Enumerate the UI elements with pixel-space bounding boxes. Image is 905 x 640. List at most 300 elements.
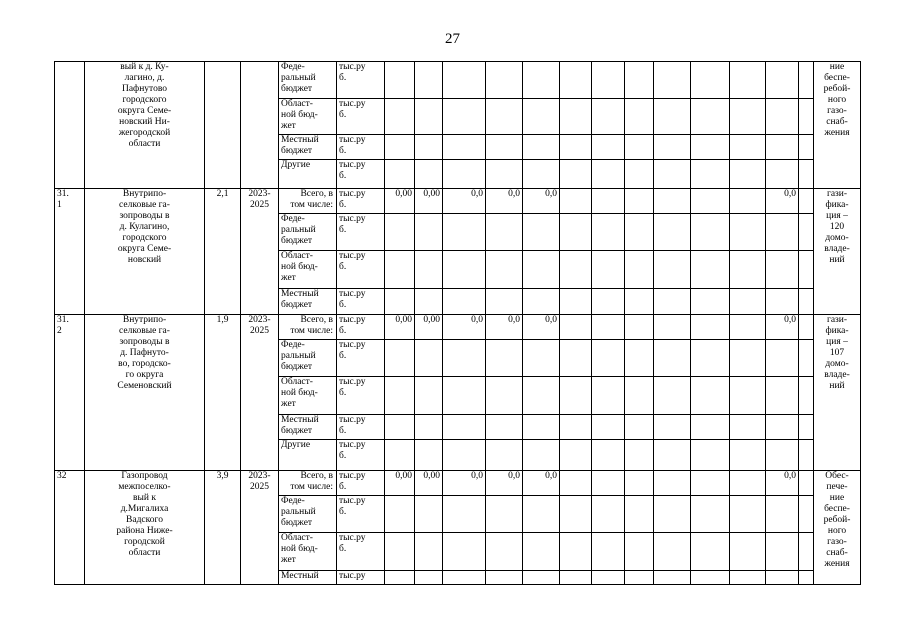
value-cell — [415, 99, 443, 135]
length-cell — [205, 189, 241, 315]
value-cell — [486, 289, 523, 315]
value-cell — [592, 471, 625, 496]
value-cell — [385, 289, 415, 315]
value-cell — [654, 189, 691, 214]
value-cell — [799, 160, 814, 189]
unit-cell-text: тыс.ру б. — [339, 440, 366, 461]
unit-cell — [337, 99, 385, 135]
value-cell-text: 0,00 — [395, 315, 412, 325]
value-cell — [385, 214, 415, 251]
length-cell — [205, 62, 241, 189]
period-cell — [241, 189, 279, 315]
unit-cell — [337, 62, 385, 99]
value-cell — [625, 251, 654, 289]
funding-source-cell — [279, 135, 337, 160]
value-cell — [560, 135, 592, 160]
value-cell — [523, 62, 560, 99]
value-cell — [799, 315, 814, 340]
value-cell — [592, 315, 625, 340]
result-cell — [814, 62, 861, 189]
value-cell-text: 0,0 — [471, 315, 483, 325]
value-cell — [799, 289, 814, 315]
unit-cell-text: тыс.ру б. — [339, 340, 366, 361]
value-cell — [730, 214, 766, 251]
value-cell — [625, 377, 654, 415]
value-cell — [523, 214, 560, 251]
value-cell-text: 0,0 — [784, 471, 796, 481]
value-cell — [443, 340, 486, 377]
value-cell-text: 0,0 — [784, 315, 796, 325]
value-cell — [799, 571, 814, 585]
unit-cell — [337, 189, 385, 214]
value-cell — [486, 315, 523, 340]
length-cell — [205, 471, 241, 585]
value-cell — [654, 415, 691, 440]
item-number-cell — [55, 189, 85, 315]
unit-cell-text: тыс.ру б. — [339, 289, 366, 310]
value-cell — [799, 135, 814, 160]
value-cell — [560, 160, 592, 189]
value-cell — [523, 189, 560, 214]
funding-source-cell — [279, 496, 337, 533]
value-cell — [443, 496, 486, 533]
value-cell — [654, 99, 691, 135]
period-cell — [241, 471, 279, 585]
unit-cell — [337, 571, 385, 585]
value-cell — [415, 340, 443, 377]
value-cell — [766, 99, 799, 135]
value-cell — [691, 415, 730, 440]
value-cell — [443, 315, 486, 340]
value-cell — [766, 340, 799, 377]
value-cell — [625, 214, 654, 251]
unit-cell-text: тыс.ру б. — [339, 99, 366, 120]
value-cell — [799, 440, 814, 471]
value-cell — [523, 135, 560, 160]
value-cell-text: 0,00 — [395, 471, 412, 481]
value-cell — [730, 99, 766, 135]
funding-source-cell-text: Местный бюджет — [281, 289, 319, 310]
value-cell — [592, 251, 625, 289]
value-cell — [592, 189, 625, 214]
value-cell — [730, 315, 766, 340]
value-cell — [560, 289, 592, 315]
value-cell — [625, 99, 654, 135]
item-number-cell — [55, 62, 85, 189]
value-cell — [523, 377, 560, 415]
table-row — [55, 189, 861, 214]
value-cell — [415, 135, 443, 160]
value-cell — [799, 471, 814, 496]
value-cell — [799, 533, 814, 571]
value-cell — [385, 440, 415, 471]
value-cell — [766, 315, 799, 340]
value-cell — [486, 533, 523, 571]
value-cell — [799, 340, 814, 377]
value-cell — [730, 289, 766, 315]
funding-source-cell-text: Феде- ральный бюджет — [281, 214, 316, 246]
value-cell — [415, 214, 443, 251]
value-cell — [592, 440, 625, 471]
budget-table — [54, 61, 861, 585]
unit-cell-text: тыс.ру б. — [339, 415, 366, 436]
period-cell-text: 2023- 2025 — [248, 471, 271, 492]
funding-source-cell — [279, 251, 337, 289]
value-cell-text: 0,0 — [508, 471, 520, 481]
value-cell — [486, 189, 523, 214]
funding-source-cell-text: Всего, в том числе: — [290, 471, 333, 492]
value-cell — [799, 189, 814, 214]
unit-cell-text: тыс.ру б. — [339, 377, 366, 398]
funding-source-cell-text: Другие — [281, 160, 311, 170]
value-cell — [730, 471, 766, 496]
value-cell — [385, 189, 415, 214]
funding-source-cell — [279, 471, 337, 496]
value-cell — [730, 189, 766, 214]
value-cell — [654, 571, 691, 585]
value-cell — [691, 377, 730, 415]
unit-cell — [337, 135, 385, 160]
unit-cell — [337, 496, 385, 533]
value-cell — [385, 571, 415, 585]
value-cell — [415, 251, 443, 289]
funding-source-cell — [279, 533, 337, 571]
funding-source-cell-text: Феде- ральный бюджет — [281, 496, 316, 528]
value-cell — [385, 340, 415, 377]
value-cell — [560, 189, 592, 214]
value-cell — [486, 440, 523, 471]
funding-source-cell — [279, 189, 337, 214]
value-cell — [415, 496, 443, 533]
value-cell — [560, 471, 592, 496]
value-cell-text: 0,0 — [508, 315, 520, 325]
value-cell — [766, 135, 799, 160]
value-cell — [691, 315, 730, 340]
value-cell — [592, 571, 625, 585]
length-cell-text: 1,9 — [216, 315, 229, 325]
value-cell — [625, 289, 654, 315]
value-cell — [691, 135, 730, 160]
unit-cell — [337, 533, 385, 571]
value-cell — [443, 135, 486, 160]
value-cell — [625, 189, 654, 214]
value-cell — [625, 62, 654, 99]
value-cell — [415, 440, 443, 471]
period-cell — [241, 315, 279, 471]
value-cell-text: 0,00 — [423, 315, 440, 325]
value-cell — [443, 160, 486, 189]
page-number: 27 — [445, 31, 460, 47]
result-cell-text: гази- фика- ция – 120 домо- владе- ний — [824, 189, 850, 265]
unit-cell — [337, 289, 385, 315]
value-cell-text: 0,0 — [784, 189, 796, 199]
funding-source-cell — [279, 99, 337, 135]
funding-source-cell-text: Местный — [281, 571, 319, 581]
value-cell — [691, 440, 730, 471]
item-name-cell — [85, 189, 205, 315]
value-cell — [523, 315, 560, 340]
item-number-cell — [55, 315, 85, 471]
value-cell — [560, 533, 592, 571]
unit-cell-text: тыс.ру б. — [339, 160, 366, 181]
value-cell — [415, 289, 443, 315]
value-cell — [766, 440, 799, 471]
funding-source-cell — [279, 160, 337, 189]
value-cell — [486, 135, 523, 160]
unit-cell-text: тыс.ру — [339, 571, 366, 581]
unit-cell — [337, 251, 385, 289]
value-cell — [385, 315, 415, 340]
value-cell-text: 0,0 — [471, 189, 483, 199]
value-cell — [385, 251, 415, 289]
value-cell — [486, 160, 523, 189]
value-cell — [691, 533, 730, 571]
value-cell — [523, 471, 560, 496]
value-cell — [691, 251, 730, 289]
value-cell — [385, 496, 415, 533]
value-cell — [415, 160, 443, 189]
value-cell — [799, 496, 814, 533]
value-cell — [654, 377, 691, 415]
funding-source-cell-text: Област- ной бюд- жет — [281, 99, 318, 131]
value-cell-text: 0,0 — [545, 471, 557, 481]
value-cell — [691, 99, 730, 135]
value-cell — [385, 62, 415, 99]
value-cell — [443, 415, 486, 440]
value-cell — [560, 440, 592, 471]
value-cell — [625, 135, 654, 160]
unit-cell — [337, 377, 385, 415]
value-cell — [560, 496, 592, 533]
item-number-cell-text: 31. 1 — [57, 189, 69, 210]
value-cell — [766, 533, 799, 571]
value-cell — [691, 62, 730, 99]
value-cell-text: 0,00 — [395, 189, 412, 199]
value-cell — [443, 471, 486, 496]
unit-cell-text: тыс.ру б. — [339, 533, 366, 554]
value-cell — [766, 496, 799, 533]
value-cell — [654, 62, 691, 99]
result-cell-text: гази- фика- ция – 107 домо- владе- ний — [824, 315, 850, 391]
value-cell — [385, 533, 415, 571]
value-cell — [415, 315, 443, 340]
value-cell — [385, 160, 415, 189]
value-cell — [523, 571, 560, 585]
value-cell — [443, 440, 486, 471]
value-cell — [766, 160, 799, 189]
funding-source-cell-text: Феде- ральный бюджет — [281, 62, 316, 94]
unit-cell — [337, 415, 385, 440]
value-cell — [730, 340, 766, 377]
item-number-cell — [55, 471, 85, 585]
value-cell — [654, 440, 691, 471]
value-cell — [592, 135, 625, 160]
value-cell — [443, 62, 486, 99]
value-cell — [766, 251, 799, 289]
value-cell-text: 0,00 — [423, 189, 440, 199]
value-cell — [415, 377, 443, 415]
value-cell — [691, 214, 730, 251]
value-cell — [730, 415, 766, 440]
value-cell — [592, 496, 625, 533]
value-cell — [486, 415, 523, 440]
value-cell — [654, 533, 691, 571]
unit-cell — [337, 471, 385, 496]
value-cell — [385, 99, 415, 135]
value-cell — [654, 289, 691, 315]
value-cell — [415, 533, 443, 571]
value-cell — [592, 99, 625, 135]
item-name-cell — [85, 62, 205, 189]
value-cell — [766, 189, 799, 214]
value-cell — [443, 377, 486, 415]
value-cell — [592, 533, 625, 571]
value-cell — [625, 471, 654, 496]
value-cell — [443, 571, 486, 585]
value-cell — [654, 471, 691, 496]
value-cell — [730, 160, 766, 189]
value-cell — [385, 135, 415, 160]
value-cell — [730, 440, 766, 471]
value-cell — [443, 533, 486, 571]
item-name-cell-text: Внутрипо- селковые га- зопроводы в д. Пафнуто- во, городско- го округа Семеновский — [117, 315, 172, 391]
result-cell-text: Обес- пече- ние беспе- ребой- ного газо- снаб- жения — [823, 471, 851, 569]
table-row — [55, 315, 861, 340]
value-cell — [691, 189, 730, 214]
value-cell — [730, 377, 766, 415]
period-cell-text: 2023- 2025 — [248, 189, 271, 210]
value-cell — [523, 340, 560, 377]
value-cell — [486, 496, 523, 533]
value-cell — [560, 340, 592, 377]
value-cell — [766, 289, 799, 315]
value-cell-text: 0,00 — [423, 471, 440, 481]
funding-source-cell — [279, 415, 337, 440]
value-cell — [486, 571, 523, 585]
value-cell — [560, 377, 592, 415]
value-cell — [523, 160, 560, 189]
value-cell — [766, 62, 799, 99]
value-cell — [766, 214, 799, 251]
unit-cell — [337, 315, 385, 340]
unit-cell-text: тыс.ру б. — [339, 251, 366, 272]
unit-cell-text: тыс.ру б. — [339, 471, 366, 492]
value-cell — [523, 496, 560, 533]
unit-cell-text: тыс.ру б. — [339, 62, 366, 83]
value-cell — [625, 496, 654, 533]
value-cell — [523, 440, 560, 471]
result-cell — [814, 189, 861, 315]
unit-cell-text: тыс.ру б. — [339, 214, 366, 235]
value-cell — [592, 289, 625, 315]
table-row — [55, 471, 861, 496]
item-name-cell — [85, 315, 205, 471]
funding-source-cell-text: Всего, в том числе: — [290, 315, 333, 336]
funding-source-cell — [279, 315, 337, 340]
value-cell — [654, 315, 691, 340]
value-cell — [625, 315, 654, 340]
result-cell-text: ние беспе- ребой- ного газо- снаб- жения — [823, 62, 851, 138]
item-number-cell-text: 31. 2 — [57, 315, 69, 336]
value-cell — [443, 289, 486, 315]
value-cell — [625, 415, 654, 440]
funding-source-cell-text: Област- ной бюд- жет — [281, 251, 318, 283]
value-cell — [592, 214, 625, 251]
value-cell — [486, 251, 523, 289]
value-cell — [560, 571, 592, 585]
item-name-cell — [85, 471, 205, 585]
value-cell — [730, 135, 766, 160]
unit-cell-text: тыс.ру б. — [339, 135, 366, 156]
value-cell — [625, 160, 654, 189]
funding-source-cell — [279, 340, 337, 377]
value-cell — [625, 340, 654, 377]
value-cell — [415, 189, 443, 214]
value-cell — [560, 99, 592, 135]
value-cell — [560, 214, 592, 251]
value-cell — [730, 251, 766, 289]
value-cell — [691, 160, 730, 189]
value-cell — [691, 289, 730, 315]
funding-source-cell — [279, 62, 337, 99]
value-cell — [625, 533, 654, 571]
value-cell — [560, 251, 592, 289]
value-cell — [560, 62, 592, 99]
value-cell — [592, 340, 625, 377]
value-cell — [523, 99, 560, 135]
value-cell — [691, 340, 730, 377]
value-cell — [654, 214, 691, 251]
value-cell — [730, 496, 766, 533]
value-cell — [799, 251, 814, 289]
result-cell — [814, 471, 861, 585]
value-cell — [385, 415, 415, 440]
unit-cell — [337, 440, 385, 471]
value-cell — [625, 440, 654, 471]
funding-source-cell — [279, 377, 337, 415]
value-cell — [766, 377, 799, 415]
unit-cell — [337, 340, 385, 377]
value-cell — [654, 135, 691, 160]
value-cell — [592, 160, 625, 189]
value-cell — [443, 99, 486, 135]
item-number-cell-text: 32 — [57, 471, 67, 481]
value-cell — [443, 214, 486, 251]
value-cell — [523, 533, 560, 571]
funding-source-cell-text: Област- ной бюд- жет — [281, 533, 318, 565]
value-cell — [654, 160, 691, 189]
value-cell — [730, 62, 766, 99]
value-cell — [385, 471, 415, 496]
value-cell — [486, 340, 523, 377]
value-cell — [486, 377, 523, 415]
funding-source-cell-text: Област- ной бюд- жет — [281, 377, 318, 409]
value-cell — [799, 415, 814, 440]
funding-source-cell — [279, 289, 337, 315]
value-cell — [415, 62, 443, 99]
value-cell — [766, 471, 799, 496]
value-cell — [560, 315, 592, 340]
unit-cell — [337, 214, 385, 251]
value-cell — [730, 571, 766, 585]
value-cell — [486, 214, 523, 251]
value-cell — [415, 415, 443, 440]
value-cell — [691, 496, 730, 533]
value-cell — [592, 377, 625, 415]
value-cell-text: 0,0 — [545, 189, 557, 199]
value-cell — [799, 62, 814, 99]
value-cell — [523, 415, 560, 440]
